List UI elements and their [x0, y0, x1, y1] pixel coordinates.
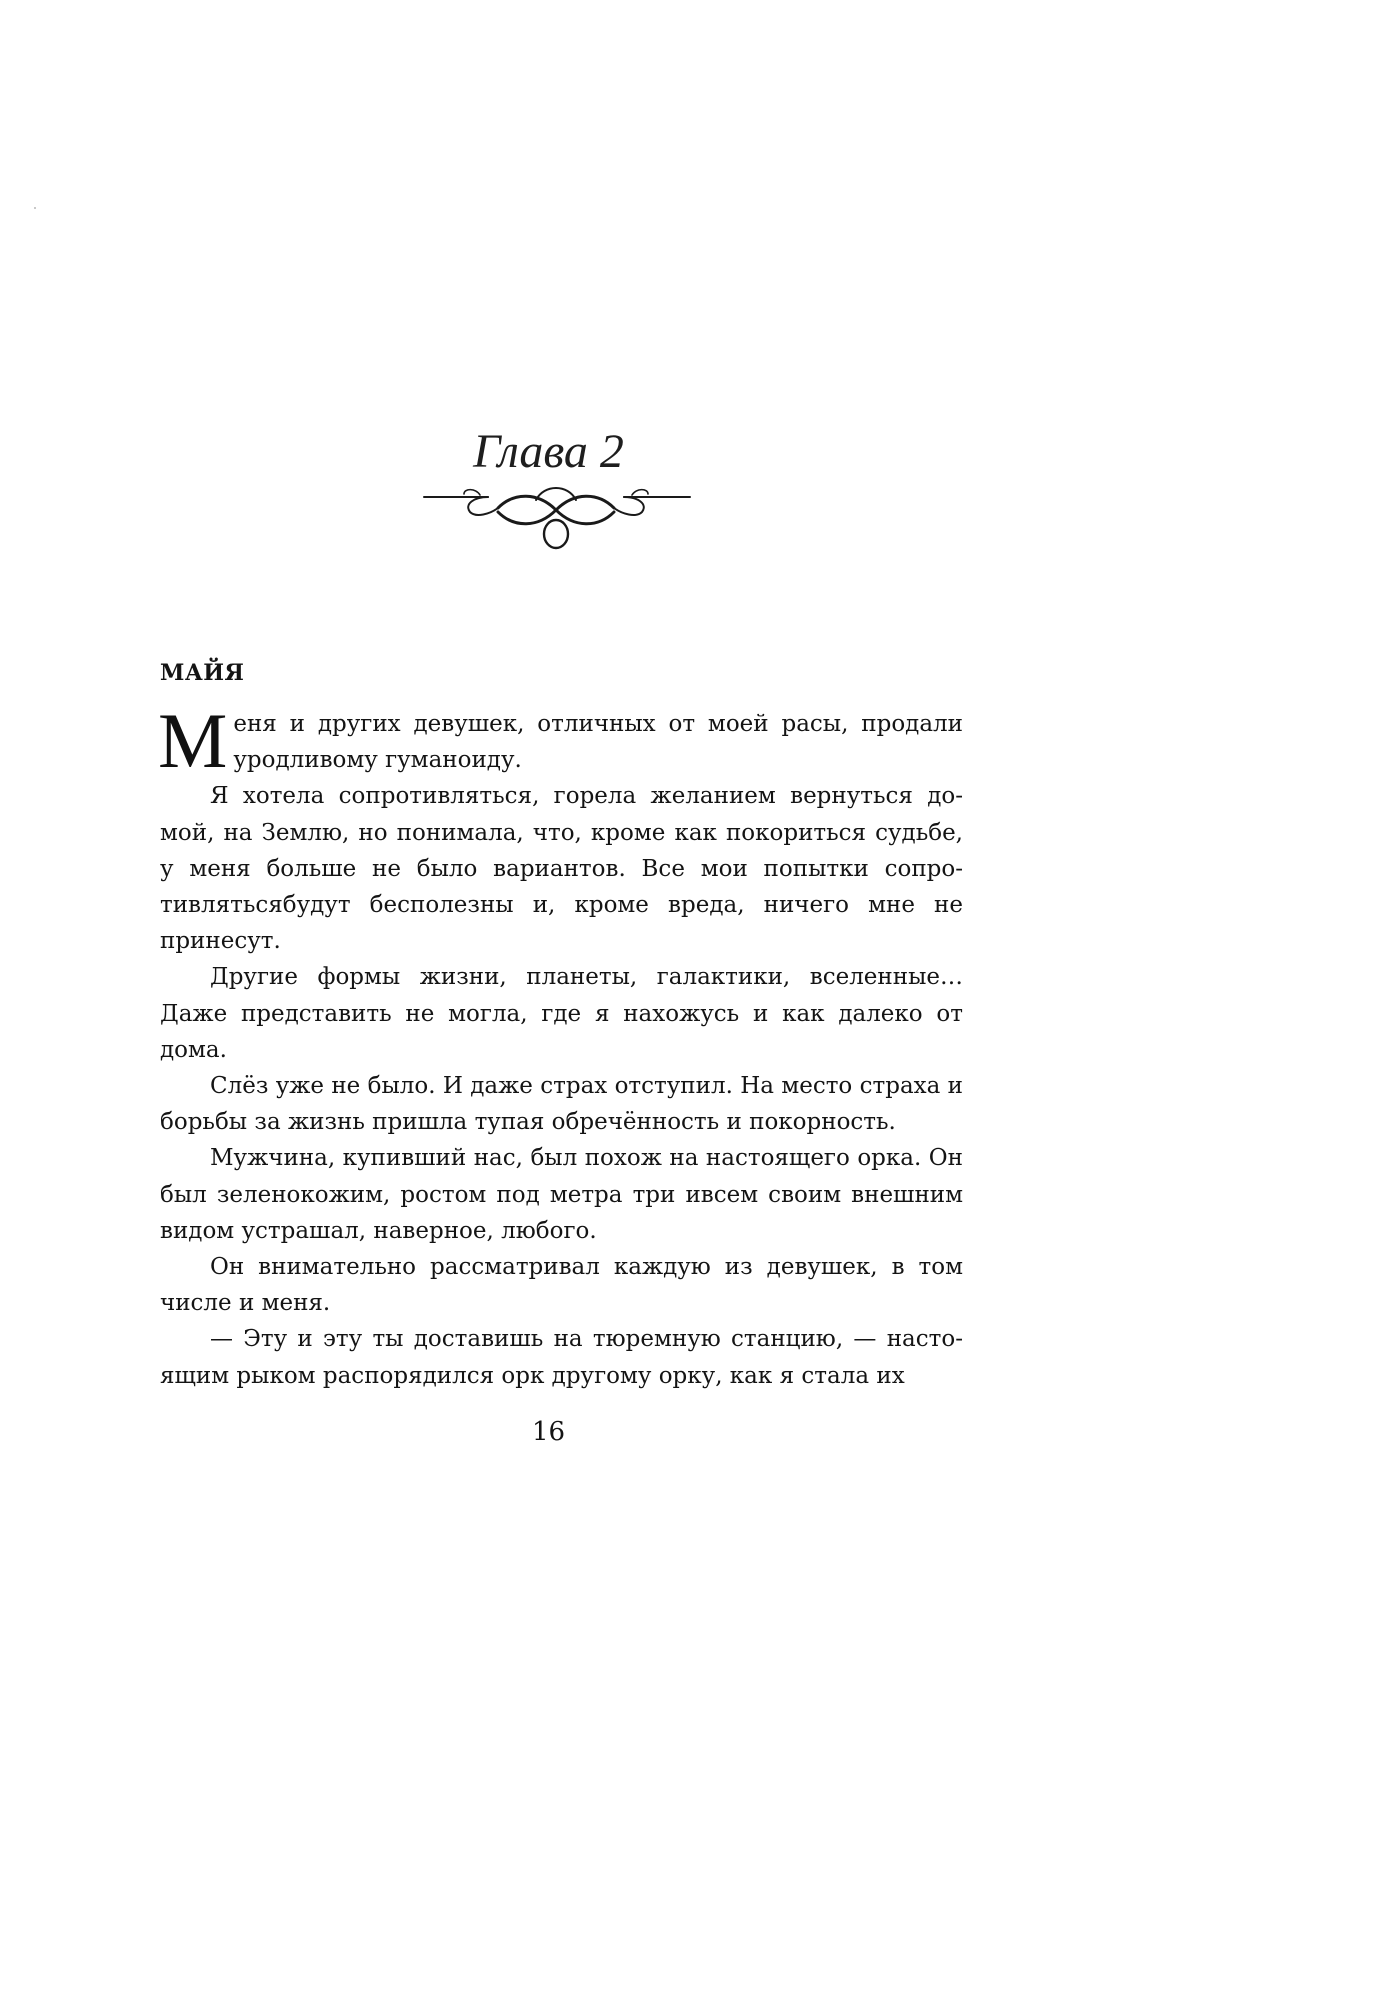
chapter-title: Глава 2 [473, 425, 624, 478]
paragraph-text: еня и других девушек, отличных от моей расы, продали уродливому гуманоиду. [233, 711, 963, 774]
paragraph: Мужчина, купивший нас, был похож на настоящего орка. Он был зеленокожим, ростом под метра три ивсем своим внешним видом устрашал, наверное, любого. [160, 1145, 963, 1244]
paragraph: Он внимательно рассматривал каждую из девушек, в том числе и меня. [160, 1254, 963, 1317]
paragraph: Слёз уже не было. И даже страх отступил. На место страха и борьбы за жизнь пришла тупая обречённость и покорность. [160, 1073, 963, 1136]
speaker-heading: МАЙЯ [160, 660, 245, 686]
page-number: 16 [531, 1417, 566, 1447]
chapter-body [158, 697, 963, 1394]
paragraph: — Эту и эту ты доставишь на тюремную станцию, — настоящим рыком распорядился орк другому орку, как я стала их [160, 1326, 963, 1389]
paragraph [158, 697, 963, 784]
flourish-divider-icon [418, 482, 694, 554]
scan-speck [34, 207, 36, 209]
paragraph: Другие формы жизни, планеты, галактики, вселенные… Даже представить не могла, где я нахожусь и как далеко от дома. [160, 964, 963, 1063]
drop-cap: М [158, 697, 228, 784]
paragraph: Я хотела сопротивляться, горела желанием вернуться домой, на Землю, но понимала, что, кроме как покориться судьбе, у меня больше не было вариантов. Все мои попытки сопротивлятьсябудут бесполезны и, кроме вреда, ничего мне не принесут. [160, 783, 963, 955]
